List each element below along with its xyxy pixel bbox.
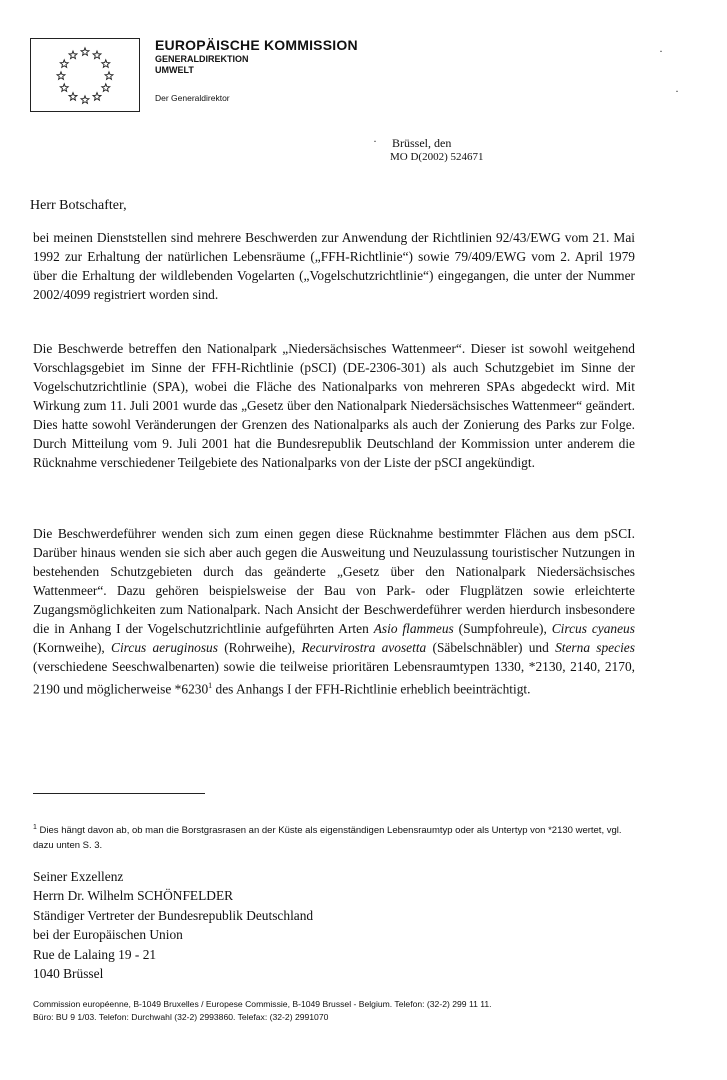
eu-star-circle-icon [31,39,139,111]
species-name: Recurvirostra avosetta [301,640,427,655]
star-icon [81,96,89,104]
footer-line: Büro: BU 9 1/03. Telefon: Durchwahl (32-2) 2993860. Telefax: (32-2) 2991070 [33,1012,329,1022]
directorate-general: GENERALDIREKTION [155,54,249,64]
sender-role: Der Generaldirektor [155,93,230,103]
star-icon [81,48,89,56]
scan-speck: · [675,84,679,98]
reference-number: MO D(2002) 524671 [390,151,484,163]
star-icon [93,93,101,101]
address-line: Seiner Exzellenz [33,869,124,884]
species-common-name: (Kornweihe), [33,640,105,655]
paragraph-3 [33,524,635,698]
species-common-name: (Rohrweihe), [224,640,296,655]
paragraph-2: Die Beschwerde betreffen den Nationalpark „Niedersächsisches Wattenmeer“. Dieser ist sowohl weitgehend Vorschlagsgebiet im Sinne der FFH-Richtlinie (pSCI) (DE-2306-301) als auch Schutzgebiet im Sinne der Vogelschutzrichtlinie (SPA), wobei die Fläche des Nationalparks von mehreren SPAs abgedeckt wird. Mit Wirkung zum 11. Juli 2001 wurde das „Gesetz über den Nationalpark Niedersächsisches Wattenmeer“ geändert. Dies hatte sowohl Veränderungen der Grenzen des Nationalparks als auch der Zonierung des Parks zur Folge. Durch Mitteilung vom 9. Juli 2001 hat die Bundesrepublik Deutschland der Kommission unter anderem die Rücknahme verschiedener Teilgebiete des Nationalparks von der Liste der pSCI angekündigt. [33,341,635,470]
star-icon [69,51,77,59]
place-date: Brüssel, den [392,136,452,150]
footer-line: Commission européenne, B-1049 Bruxelles / Europese Commissie, B-1049 Brussel - Belgium. Telefon: (32-2) 299 11 11. [33,999,492,1009]
species-common-name: (Säbelschnäbler) und [432,640,549,655]
star-icon [105,72,113,80]
star-icon [93,51,101,59]
star-icon [102,84,110,92]
scan-speck: · [373,134,377,148]
star-icon [69,93,77,101]
address-line: bei der Europäischen Union [33,927,183,943]
paragraph-3-text: des Anhangs I der FFH-Richtlinie erheblich beeinträchtigt. [215,681,531,697]
footnote-reference: 1 [208,681,213,690]
recipient-address [33,867,313,983]
species-name: Circus aeruginosus [111,640,218,655]
species-common-name: (Sumpfohreule), [458,621,547,636]
star-icon [60,84,68,92]
address-line: Rue de Lalaing 19 - 21 [33,946,157,962]
star-icon [102,60,110,68]
address-line: 1040 Brüssel [33,966,104,982]
organization-name: EUROPÄISCHE KOMMISSION [155,37,358,53]
scan-speck: · [659,44,663,58]
salutation: Herr Botschafter, [30,198,127,213]
address-line: Herrn Dr. Wilhelm SCHÖNFELDER [33,888,234,904]
paragraph-3-text: (verschiedene Seeschwalbenarten) sowie die teilweise prioritären Lebensraumtypen 1330, *2130, 2140, 2170, 2190 und möglicherweise *6230 [33,659,635,697]
paragraph-3-text: Die Beschwerdeführer wenden sich zum einen gegen diese Rücknahme bestimmter Flächen aus dem pSCI. Darüber hinaus wenden sie sich aber auch gegen die Ausweitung und Neuzulassung touristischer Nutzungen in bestehenden Schutzgebieten durch das geänderte „Gesetz über den Nationalpark Niedersächsisches Wattenmeer“. Dazu gehören beispielsweise der Bau von Park- oder Flugplätzen sowie erleichterte Zugangsmöglichkeiten zum Nationalpark. Nach Ansicht der Beschwerdeführer werden hierdurch insbesondere die in Anhang I der Vogelschutzrichtlinie aufgeführten Arten [33,526,635,636]
footnote-mark: 1 [33,824,37,831]
species-name: Circus cyaneus [551,621,635,636]
footnote-text: Dies hängt davon ab, ob man die Borstgrasrasen an der Küste als eigenständigen Lebensraumtyp oder als Untertyp von *2130 wertet, vgl. dazu unten S. 3. [33,825,622,852]
footnote-divider [33,793,205,794]
directorate-unit: UMWELT [155,65,194,75]
star-icon [57,72,65,80]
species-name: Sterna species [555,640,635,655]
species-name: Asio flammeus [373,621,454,636]
eu-logo [30,38,140,112]
star-icon [60,60,68,68]
paragraph-1: bei meinen Dienststellen sind mehrere Beschwerden zur Anwendung der Richtlinien 92/43/EWG vom 21. Mai 1992 zur Erhaltung der natürlichen Lebensräume („FFH-Richtlinie“) sowie 79/409/EWG vom 2. April 1979 über die Erhaltung der wildlebenden Vogelarten („Vogelschutzrichtlinie“) eingegangen, die unter der Nummer 2002/4099 registriert worden sind. [33,230,635,302]
footnote [33,820,638,853]
address-line: Ständiger Vertreter der Bundesrepublik Deutschland [33,907,314,923]
letterhead-footer [33,998,643,1024]
